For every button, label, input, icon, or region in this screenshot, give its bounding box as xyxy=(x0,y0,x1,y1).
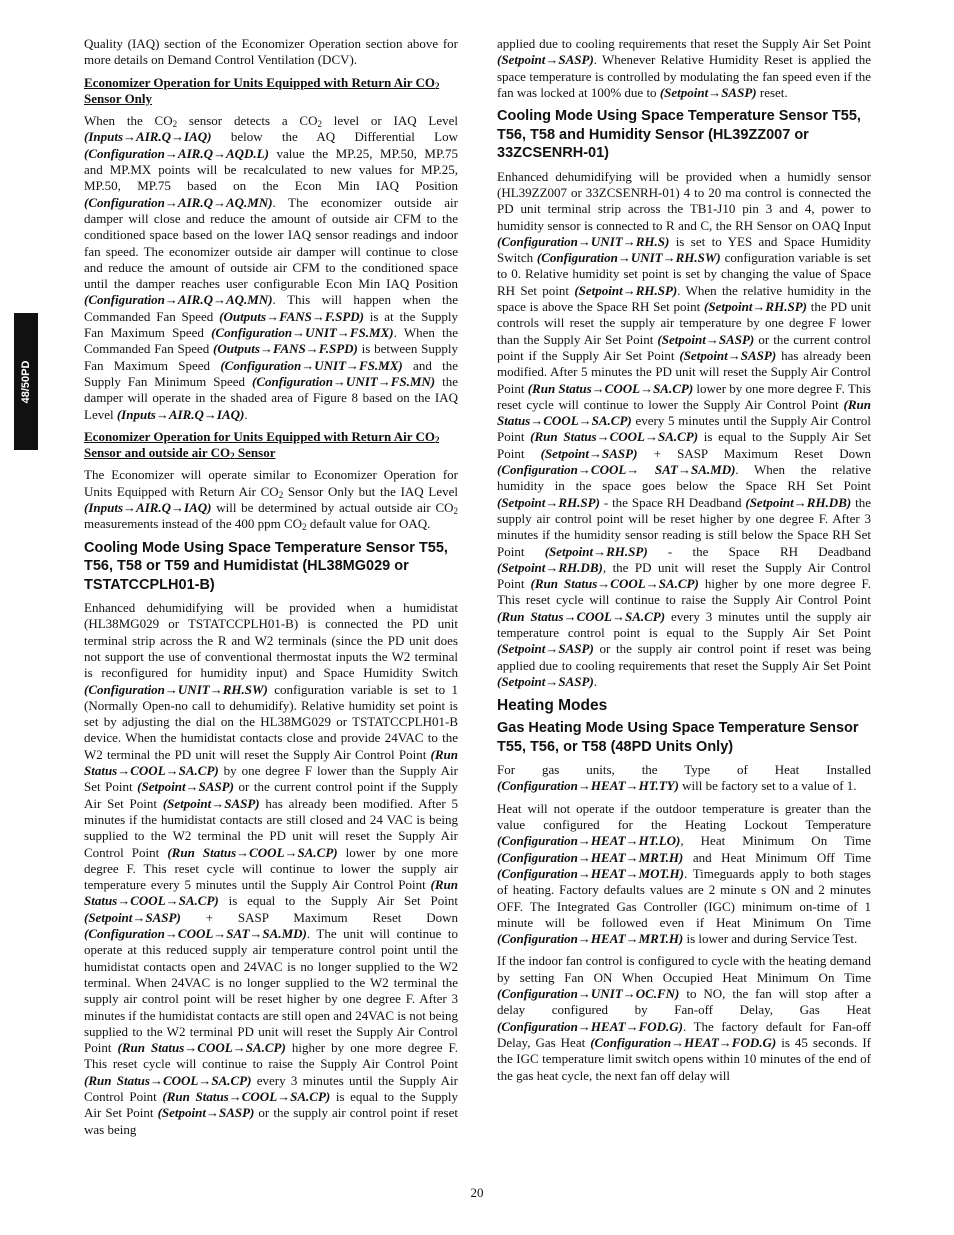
subscript: 2 xyxy=(317,119,322,130)
paragraph xyxy=(497,169,871,691)
section-subheading xyxy=(84,75,458,108)
text-run: For gas units, the Type of Heat Installed xyxy=(497,762,871,778)
text-run: will be determined by actual outside air CO xyxy=(211,500,454,516)
menu-path-reference: (Configuration→HEAT→MRT.H) xyxy=(497,849,684,865)
paragraph xyxy=(497,36,871,101)
menu-path-reference: (Configuration→UNIT→RH.SW) xyxy=(84,681,268,697)
text-run: The Economizer will operate similar to Economizer Operation for Units Equipped with Return Air CO xyxy=(84,467,458,499)
menu-path-reference: (Configuration→HEAT→HT.TY) xyxy=(497,778,679,794)
text-run: applied due to cooling requirements that reset the Supply Air Set Point xyxy=(497,36,871,51)
subheading-text: Economizer Operation for Units Equipped with Return Air CO xyxy=(84,74,436,90)
text-run: is equal to the Supply Air Set Point xyxy=(218,893,458,909)
text-run: configuration variable is set to 1 (Normally Open-no call to dehumidify). Relative humidity set point is set by adjusting the dial on the HL38MG029 or TSTATCCPLH01-B device. When the humidistat contacts close and provide 24VAC to the W2 terminal the PD unit will reset the Supply Air Control Point xyxy=(84,681,458,762)
right-column xyxy=(497,36,871,1090)
text-run: . The economizer outside air damper will close and reduce the amount of outside air CFM to the conditioned space based on the lower IAQ sensor readings and indoor fan speed. The economizer outside air damper will continue to close and reduce the amount of outside air CFM to the conditioned space until the damper reaches user configurable Econ Min IAQ Position xyxy=(84,194,458,292)
text-run: below the AQ Differential Low xyxy=(211,129,458,145)
text-run: higher by one more degree F. This reset cycle will continue to raise the Supply Air Control Point xyxy=(497,576,871,608)
section-subheading xyxy=(84,429,458,462)
text-run: the PD unit controls will reset the supply air temperature by one degree F lower than the Supply Air Set Point xyxy=(497,299,871,347)
text-run: is equal to the Supply Air Set Point xyxy=(497,429,871,461)
menu-path-reference: (Configuration→AIR.Q→AQ.MN) xyxy=(84,194,273,210)
subscript: 2 xyxy=(435,80,440,91)
text-run: every 5 minutes until the Supply Air Control Point xyxy=(497,413,871,445)
menu-path-reference: (Run Status→COOL→SA.CP) xyxy=(84,746,458,779)
text-run: . When the relative humidity in the space goes below the Space RH Set Point xyxy=(497,462,871,494)
text-run: . Whenever Relative Humidity Reset is applied the space temperature is controlled by modulating the fan speed even if the fan was locked at 100% due to xyxy=(497,52,871,100)
text-run: is equal to the Supply Air Set Point xyxy=(84,1089,458,1121)
side-tab-label: 48/50PD xyxy=(20,360,32,403)
text-run: Sensor Only but the IAQ Level xyxy=(283,483,458,499)
menu-path-reference: (Outputs→FANS→F.SPD) xyxy=(219,308,364,324)
text-run: + SASP Maximum Reset Down xyxy=(180,909,458,925)
menu-path-reference: (Setpoint→SASP) xyxy=(657,331,755,347)
paragraph xyxy=(497,801,871,948)
text-run: the supply air control point will be reset higher by one degree F. After 3 minutes if the humidity sensor reading is still below the Space RH Set Point xyxy=(497,494,871,559)
menu-path-reference: (Setpoint→SASP) xyxy=(540,445,638,461)
text-run: is lower and during Service Test. xyxy=(683,931,858,947)
menu-path-reference: (Setpoint→SASP) xyxy=(137,779,234,795)
paragraph xyxy=(84,113,458,423)
menu-path-reference: (Setpoint→RH.SP) xyxy=(574,282,678,298)
text-run: will be factory set to a value of 1. xyxy=(678,778,857,794)
text-run: lower by one more degree F. This reset cycle will continue to lower the Supply Air Control Point xyxy=(497,380,871,412)
text-run: Economizer Operation for Units Equipped with Return Air CO xyxy=(84,428,436,444)
text-run: higher by one more degree F. This reset cycle will continue to raise the Supply Air Control Point xyxy=(84,1040,458,1072)
menu-path-reference: (Run Status→COOL→SA.CP) xyxy=(84,1072,252,1088)
text-run: When the CO xyxy=(84,113,173,129)
menu-path-reference: (Setpoint→SASP) xyxy=(497,52,594,68)
text-run: measurements instead of the 400 ppm CO xyxy=(84,516,303,532)
menu-path-reference: (Setpoint→RH.DB) xyxy=(745,494,852,510)
subheading-text: Sensor Only xyxy=(84,90,153,106)
text-run: Sensor xyxy=(234,445,276,461)
menu-path-reference: (Configuration→UNIT→RH.S) xyxy=(497,233,670,249)
menu-path-reference: (Run Status→COOL→SA.CP) xyxy=(530,429,699,445)
text-run: sensor detects a CO xyxy=(177,113,318,129)
text-run: every 3 minutes until the Supply Air Control Point xyxy=(84,1072,458,1105)
text-run: is at the Supply Fan Maximum Speed xyxy=(84,308,458,341)
menu-path-reference: (Inputs→AIR.Q→IAQ) xyxy=(116,406,245,422)
left-column xyxy=(84,36,458,1144)
subscript: 2 xyxy=(230,451,235,462)
menu-path-reference: (Setpoint→SASP) xyxy=(162,795,260,811)
text-run: to NO, the fan will stop after a delay configured by Fan-off Delay, Gas Heat xyxy=(497,986,871,1018)
menu-path-reference: (Configuration→UNIT→FS.MX) xyxy=(211,325,394,341)
paragraph xyxy=(84,467,458,532)
subscript: 2 xyxy=(453,506,458,517)
text-run: . The factory default for Fan-off Delay, Gas Heat xyxy=(497,1018,871,1050)
text-run: Enhanced dehumidifying will be provided when a humidly sensor (HL39ZZ007 or 33ZCSENRH-01) 4 to 20 ma control is connected the PD unit terminal strip across the TB1-J10 pin 3 and 4, power to humidity sensor is connected to R and C, the RH Sensor on OAQ Input xyxy=(497,168,871,233)
side-tab xyxy=(14,313,38,450)
menu-path-reference: (Run Status→COOL→SA.CP) xyxy=(497,396,871,429)
text-run: has already been modified. After 5 minutes the PD unit will reset the Supply Air Control Point xyxy=(497,347,871,396)
text-run: or the current control point if the Supply Air Set Point xyxy=(84,779,458,811)
text-run: the damper will operate in the shaded area of Figure 8 based on the IAQ Level xyxy=(84,373,458,422)
menu-path-reference: (Configuration→UNIT→RH.SW) xyxy=(536,250,721,266)
text-run: or the supply air control point if reset was being applied due to cooling requirements that reset the Supply Air Set Point xyxy=(497,641,871,673)
menu-path-reference: (Inputs→AIR.Q→IAQ) xyxy=(84,500,212,516)
text-run: . xyxy=(244,406,248,422)
text-run: , the PD unit will reset the Supply Air Control Point xyxy=(497,559,871,592)
menu-path-reference: (Outputs→FANS→F.SPD) xyxy=(213,341,358,357)
text-run: is 45 seconds. If the IGC temperature limit switch opens within 10 minutes of the end of the gas heat cycle, the next fan off delay will xyxy=(497,1034,871,1083)
menu-path-reference: (Setpoint→SASP) xyxy=(157,1105,255,1121)
text-run: - the Space RH Deadband xyxy=(647,543,871,559)
text-run: every 3 minutes until the supply air temperature control point is equal to the Supply Air Set Point xyxy=(497,608,872,640)
menu-path-reference: (Configuration→AIR.Q→AQD.L) xyxy=(84,145,269,161)
text-run: value the MP.25, MP.50, MP.75 and MP.MX points will be recalculated to new values for MP.25, MP.50, MP.75 based on the Econ Min IAQ Position xyxy=(84,145,458,194)
text-run: default value for OAQ. xyxy=(306,516,431,532)
text-run: is set to YES and Space Humidity Switch xyxy=(497,233,871,266)
menu-path-reference: (Run Status→COOL→SA.CP) xyxy=(527,380,694,396)
text-run: + SASP Maximum Reset Down xyxy=(637,445,871,461)
menu-path-reference: (Run Status→COOL→SA.CP) xyxy=(117,1040,286,1056)
menu-path-reference: (Configuration→HEAT→MOT.H) xyxy=(497,865,684,881)
subscript: 2 xyxy=(278,489,284,500)
section-heading: Gas Heating Mode Using Space Temperature Sensor T55, T56, or T58 (48PD Units Only) xyxy=(497,720,859,755)
text-run: lower by one more degree F. This reset cycle will continue to lower the supply air temperature every 5 minutes until the Supply Air Control Point xyxy=(84,844,458,893)
subscript: 2 xyxy=(172,119,178,130)
text-run: reset. xyxy=(756,84,788,100)
menu-path-reference: (Inputs→AIR.Q→IAQ) xyxy=(84,129,212,145)
paragraph xyxy=(497,953,871,1083)
menu-path-reference: (Setpoint→SASP) xyxy=(679,347,777,363)
text-run: If the indoor fan control is configured to cycle with the heating demand by setting Fan ON When Occupied Heat Minimum On Time xyxy=(497,953,871,985)
menu-path-reference: (Setpoint→RH.SP) xyxy=(497,494,600,510)
menu-path-reference: (Run Status→COOL→SA.CP) xyxy=(167,844,338,860)
menu-path-reference: (Setpoint→RH.SP) xyxy=(544,543,648,559)
text-run: configuration variable is set to 0. Relative humidity set point is set by changing the value of Space RH Set point xyxy=(497,250,871,298)
text-run: , Heat Minimum On Time xyxy=(680,833,871,849)
text-run: Enhanced dehumidifying will be provided when a humidistat (HL38MG029 or TSTATCCPLH01-B) is connected the PD unit terminal strip across the R and W2 terminals (since the PD unit does not support the use of conventional thermostat inputs the W2 terminal is reconfigured for humidity input) and Space Humidity Switch xyxy=(84,600,458,681)
subscript: 2 xyxy=(435,434,440,445)
text-run: and Heat Minimum Off Time xyxy=(683,849,871,865)
text-run: - the Space RH Deadband xyxy=(599,494,746,510)
paragraph xyxy=(84,600,458,1138)
menu-path-reference: (Setpoint→SASP) xyxy=(659,84,757,100)
text-run: . xyxy=(593,673,598,689)
section-heading: Cooling Mode Using Space Temperature Sensor T55, T56, T58 and Humidity Sensor (HL39ZZ007 or 33ZCSENRH-01) xyxy=(497,108,861,162)
text-run: has already been modified. After 5 minutes if the humidistat contacts are still closed and 24 VAC is being supplied to the W2 terminal the PD unit will reset the Supply Air Control Point xyxy=(84,795,458,860)
text-run: Heat will not operate if the outdoor temperature is greater than the value configured for the Heating Lockout Temperature xyxy=(497,800,871,833)
text-run: by one degree F lower than the Supply Air Set Point xyxy=(84,763,458,795)
text-run: . When the Commanded Fan Speed xyxy=(84,325,459,357)
text-run: . This will happen when the Commanded Fan Speed xyxy=(84,292,458,324)
menu-path-reference: (Setpoint→SASP) xyxy=(497,641,594,657)
text-run: Sensor and outside air CO xyxy=(84,445,231,461)
chapter-heading: Heating Modes xyxy=(497,697,608,715)
menu-path-reference: (Setpoint→SASP) xyxy=(84,909,181,925)
menu-path-reference: (Configuration→UNIT→OC.FN) xyxy=(497,986,680,1002)
page-number: 20 xyxy=(470,1185,484,1200)
menu-path-reference: (Configuration→COOL→SAT→SA.MD) xyxy=(84,926,307,942)
text-run: . The unit will continue to operate at this reduced supply air temperature control point until the humidistat contacts open and 24VAC is no longer supplied to the W2 terminal. When 24VAC is no longer supplied to the W2 terminal the supply air control point will be reset higher by one degree F. After 3 minutes if the humidistat contacts are still open and 24VAC is not being supplied to the W2 terminal PD unit will reset the Supply Air Control Point xyxy=(84,926,458,1056)
menu-path-reference: (Run Status→COOL→SA.CP) xyxy=(84,877,458,909)
menu-path-reference: (Setpoint→SASP) xyxy=(497,673,594,689)
menu-path-reference: (Configuration→UNIT→FS.MX) xyxy=(220,357,403,373)
paragraph: Quality (IAQ) section of the Economizer Operation section above for more details on Demand Control Ventilation (DCV). xyxy=(84,36,458,68)
menu-path-reference: (Configuration→HEAT→FOD.G) xyxy=(497,1018,684,1034)
text-run: level or IAQ Level xyxy=(321,113,459,129)
section-heading: Cooling Mode Using Space Temperature Sensor T55, T56, T58 or T59 and Humidistat (HL38MG029 or TSTATCCPLH01-B) xyxy=(84,539,448,593)
menu-path-reference: (Configuration→HEAT→FOD.G) xyxy=(590,1034,777,1050)
menu-path-reference: (Run Status→COOL→SA.CP) xyxy=(162,1089,331,1105)
menu-path-reference: (Setpoint→RH.SP) xyxy=(704,299,807,315)
text-run: . When the relative humidity in the space is above the Space RH Set point xyxy=(497,282,871,315)
menu-path-reference: (Configuration→HEAT→MRT.H) xyxy=(497,931,684,947)
menu-path-reference: (Run Status→COOL→SA.CP) xyxy=(497,608,666,624)
menu-path-reference: (Configuration→AIR.Q→AQ.MN) xyxy=(84,292,273,308)
menu-path-reference: (Configuration→HEAT→HT.LO) xyxy=(497,833,681,849)
paragraph xyxy=(497,762,871,795)
text-run: or the supply air control point if reset was being xyxy=(84,1105,458,1137)
subscript: 2 xyxy=(302,522,307,533)
menu-path-reference: (Run Status→COOL→SA.CP) xyxy=(530,576,699,592)
menu-path-reference: (Configuration→COOL→ SAT→SA.MD) xyxy=(497,462,736,478)
text-run: . Timeguards apply to both stages of heating. Factory defaults values are 2 minute s ON and 2 minutes OFF. The Integrated Gas Controller (IGC) minimum on-time of 1 minute will be followed even if Heat Minimum On Time xyxy=(497,865,871,930)
menu-path-reference: (Configuration→UNIT→FS.MN) xyxy=(252,373,436,389)
menu-path-reference: (Setpoint→RH.DB) xyxy=(497,559,603,575)
text-run: or the current control point if the Supply Air Set Point xyxy=(497,331,871,363)
text-run: is between Supply Fan Maximum Speed xyxy=(84,341,458,373)
text-run: and the Supply Fan Minimum Speed xyxy=(84,357,459,389)
